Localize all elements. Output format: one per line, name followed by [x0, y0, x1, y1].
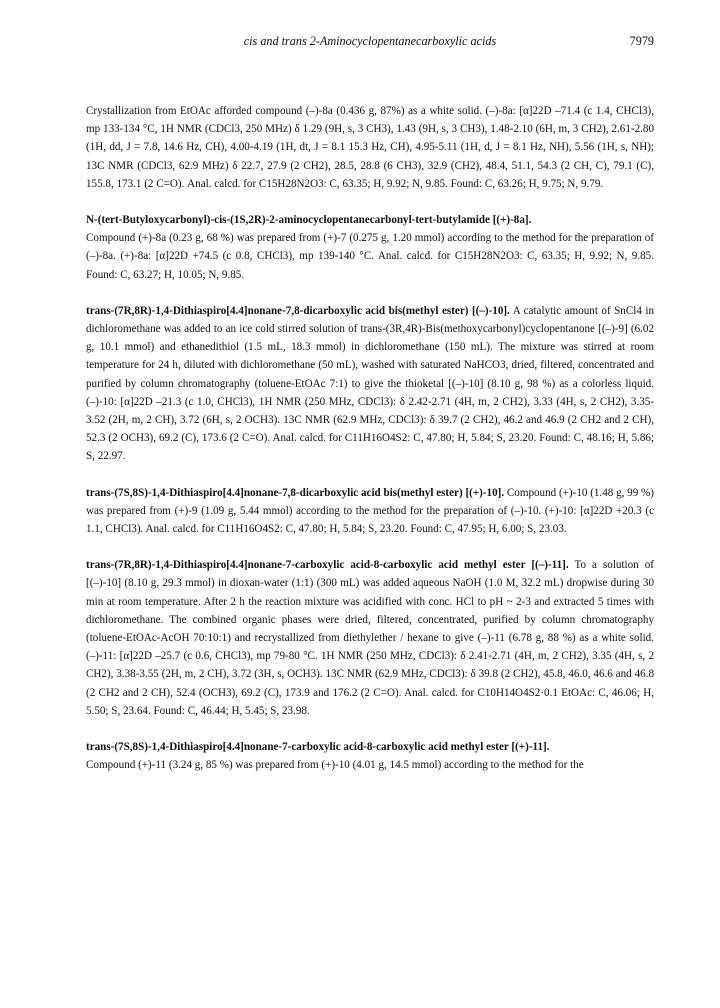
- compound-heading: N-(tert-Butyloxycarbonyl)-cis-(1S,2R)-2-aminocyclopentanecarbonyl-tert-butylamide [(+)-8a].: [86, 214, 532, 227]
- paragraph-10-plus: [86, 484, 654, 539]
- paragraph-text: Compound (+)-8a (0.23 g, 68 %) was prepared from (+)-7 (0.275 g, 1.20 mmol) according to the method for the preparation of (–)-8a. (+)-8a: [α]22D +74.5 (c 0.8, CHCl3), mp 139-140 °C. Anal. calcd. for C15H28N2O3: C, 63.35; H, 9.92; N, 9.85. Found: C, 63.27; H, 10.05; N, 9.85.: [86, 232, 654, 281]
- paragraph-text: Compound (+)-10 (1.48 g, 99 %) was prepared from (+)-9 (1.09 g, 5.44 mmol) according to the method for the preparation of (–)-10. (+)-10: [α]22D +20.3 (c 1.1, CHCl3). Anal. calcd. for C11H16O4S2: C, 47.80; H, 5.84; S, 23.20. Found: C, 47.95; H, 6.00; S, 23.03.: [86, 486, 654, 536]
- page-number: 7979: [629, 34, 654, 48]
- article-body: [86, 102, 654, 775]
- compound-heading: trans-(7S,8S)-1,4-Dithiaspiro[4.4]nonane-7-carboxylic acid-8-carboxylic acid methyl ester [(+)-11].: [86, 741, 550, 754]
- running-title: cis and trans 2-Aminocyclopentanecarboxylic acids: [243, 34, 497, 48]
- paragraph-10-minus: [86, 302, 654, 466]
- paragraph-11-minus: [86, 556, 654, 720]
- paragraph-8a-plus: [86, 211, 654, 284]
- paragraph-8a-minus: [86, 102, 654, 193]
- compound-heading: trans-(7S,8S)-1,4-Dithiaspiro[4.4]nonane-7,8-dicarboxylic acid bis(methyl ester) [(+)-10].: [86, 486, 505, 499]
- paragraph-text: Crystallization from EtOAc afforded compound (–)-8a (0.436 g, 87%) as a white solid. (–)-8a: [α]22D –71.4 (c 1.4, CHCl3), mp 133-134 °C, 1H NMR (CDCl3, 250 MHz) δ 1.29 (9H, s, 3 CH3), 1.43 (9H, s, 3 CH3), 1.48-2.10 (6H, m, 3 CH2), 2.61-2.80 (1H, dd, J = 7.8, 14.6 Hz, CH), 4.00-4.19 (1H, dt, J = 8.1 15.3 Hz, CH), 4.95-5.11 (1H, d, J = 8.1 Hz, NH), 5.56 (1H, s, NH); 13C NMR (CDCl3, 62.9 MHz) δ 22.7, 27.9 (2 CH2), 28.5, 28.8 (6 CH3), 32.9 (CH2), 48.4, 51.1, 54.3 (2 CH, C), 79.1 (C), 155.8, 173.1 (2 C=O). Anal. calcd. for C15H28N2O3: C, 63.35; H, 9.92; N, 9.85. Found: C, 63.26; H, 9.75; N, 9.79.: [86, 105, 654, 190]
- paragraph-text: Compound (+)-11 (3.24 g, 85 %) was prepared from (+)-10 (4.01 g, 14.5 mmol) according to the method for the: [86, 759, 584, 772]
- compound-heading: trans-(7R,8R)-1,4-Dithiaspiro[4.4]nonane-7,8-dicarboxylic acid bis(methyl ester) [(–)-10].: [86, 304, 510, 317]
- paragraph-text: A catalytic amount of SnCl4 in dichloromethane was added to an ice cold stirred solution of trans-(3R,4R)-Bis(methoxycarbonyl)cyclopentanone [(–)-9] (6.02 g, 10.1 mmol) and ethanedithiol (1.5 mL, 18.3 mmol) in dichloromethane (150 mL). The mixture was stirred at room temperature for 24 h, diluted with dichloromethane (50 mL), washed with saturated NaHCO3, dried, filtered, concentrated and purified by column chromatography (toluene-EtOAc 7:1) to give the thioketal [(–)-10] (8.10 g, 98 %) as a colorless liquid. (–)-10: [α]22D –21.3 (c 1.0, CHCl3), 1H NMR (250 MHz, CDCl3): δ 2.42-2.71 (4H, m, 2 CH2), 3.33 (4H, s, 2 CH2), 3.35-3.52 (2H, m, 2 CH), 3.72 (6H, s, 2 OCH3). 13C NMR (62.9 MHz, CDCl3): δ 39.7 (2 CH2), 46.2 and 46.9 (2 CH2 and 2 CH), 52.3 (2 OCH3), 69.2 (C), 173.6 (2 C=O). Anal. calcd. for C11H16O4S2: C, 47.80; H, 5.84; S, 23.20. Found: C, 48.16; H, 5.86; S, 22.97.: [86, 304, 654, 463]
- paragraph-11-plus: [86, 738, 654, 774]
- compound-heading: trans-(7R,8R)-1,4-Dithiaspiro[4.4]nonane-7-carboxylic acid-8-carboxylic acid methyl ester [(–)-11].: [86, 559, 569, 572]
- paragraph-text: To a solution of [(–)-10] (8.10 g, 29.3 mmol) in dioxan-water (1:1) (300 mL) was added aqueous NaOH (1.0 M, 32.2 mL) dropwise during 30 min at room temperature. After 2 h the reaction mixture was acidified with conc. HCl to pH ~ 2-3 and extracted 5 times with dichloromethane. The combined organic phases were dried, filtered, concentrated, purified by column chromatography (toluene-EtOAc-AcOH 70:10:1) and recrystallized from diethylether / hexane to give (–)-11 (6.78 g, 88 %) as a white solid. (–)-11: [α]22D –25.7 (c 0.6, CHCl3), mp 79-80 °C. 1H NMR (250 MHz, CDCl3): δ 2.41-2.71 (4H, m, 2 CH2), 3.35 (4H, s, 2 CH2), 3.38-3.55 (2H, m, 2 CH), 3.72 (3H, s, OCH3). 13C NMR (62.9 MHz, CDCl3): δ 39.8 (2 CH2), 45.8, 46.0, 46.6 and 46.8 (2 CH2 and 2 CH), 52.4 (OCH3), 69.2 (C), 173.9 and 176.2 (2 C=O). Anal. calcd. for C10H14O4S2·0.1 EtOAc: C, 46.06; H, 5.50; S, 23.64. Found: C, 46.44; H, 5.45; S, 23.98.: [86, 559, 654, 717]
